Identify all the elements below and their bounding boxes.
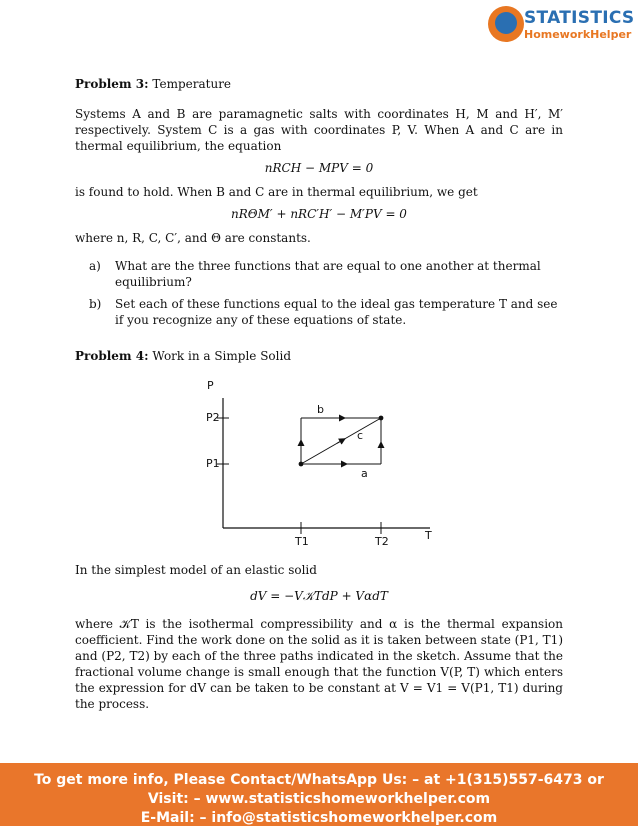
problem3-paragraph-1: Systems A and B are paramagnetic salts with coordinates H, M and H′, M′ respectively. System C is a gas with coordinates P, V. When A and C are in thermal equilibrium, the equation [75,107,563,153]
equation-3: dV = −V𝒦TdP + VαdT [250,589,388,603]
p2-label: P2 [206,411,220,424]
problem4-title: Work in a Simple Solid [152,349,292,363]
footer-website-link[interactable]: Visit: – www.statisticshomeworkhelper.com [147,791,491,807]
problem3-question-list [75,258,563,328]
logo-title: STATISTICS [524,8,635,28]
list-marker: b) [89,297,102,311]
state-1-point [299,462,304,467]
equation-2: nRΘM′ + nRC′H′ − M′PV = 0 [231,207,407,221]
arrow-c-diagonal [337,439,345,444]
path-b-label: b [317,403,324,416]
pt-diagram [75,378,563,550]
equation-1: nRCH − MPV = 0 [264,161,374,175]
list-item [91,258,563,290]
list-item-text: Set each of these functions equal to the ideal gas temperature T and see if you recognize any of these equations of state. [115,297,558,327]
footer-email-link[interactable]: E-Mail: – info@statisticshomeworkhelper.com [140,810,498,826]
t1-label: T1 [295,535,309,548]
p1-label: P1 [206,457,220,470]
main-content [75,76,563,712]
logo-emblem-icon [488,6,524,42]
problem3-title: Temperature [152,77,232,91]
list-marker: a) [89,259,101,273]
logo-subtitle: HomeworkHelper [524,28,632,41]
problem3-heading [75,76,563,92]
path-c-label: c [357,429,364,442]
contact-footer [0,763,638,826]
state-2-point [379,416,384,421]
x-axis-label: T [425,529,432,542]
y-axis-label: P [207,379,214,392]
problem4-paragraph-2: where 𝒦T is the isothermal compressibility and α is the thermal expansion coefficient. Find the work done on the solid as it is taken between state (P1, T1) and (P2, T2) by each of the three paths indicated in the sketch. Assume that the fractional volume change is small enough that the function V(P, T) which enters the expression for dV can be taken to be constant at V = V1 = V(P1, T1) during the process. [75,617,563,711]
path-a-label: a [361,467,368,480]
footer-contact-line: To get more info, Please Contact/WhatsApp Us: – at +1(315)557-6473 or [34,772,604,788]
problem3-label: Problem 3: [75,77,149,91]
brand-logo[interactable] [488,6,635,46]
problem4-paragraph-1: In the simplest model of an elastic solid [75,563,317,577]
problem4-label: Problem 4: [75,349,149,363]
list-item-text: What are the three functions that are equal to one another at thermal equilibrium? [115,259,541,289]
t2-label: T2 [375,535,389,548]
problem4-heading [75,348,563,364]
problem3-paragraph-2: is found to hold. When B and C are in thermal equilibrium, we get [75,185,478,199]
list-item [91,296,563,328]
problem3-paragraph-3: where n, R, C, C′, and Θ are constants. [75,231,311,245]
